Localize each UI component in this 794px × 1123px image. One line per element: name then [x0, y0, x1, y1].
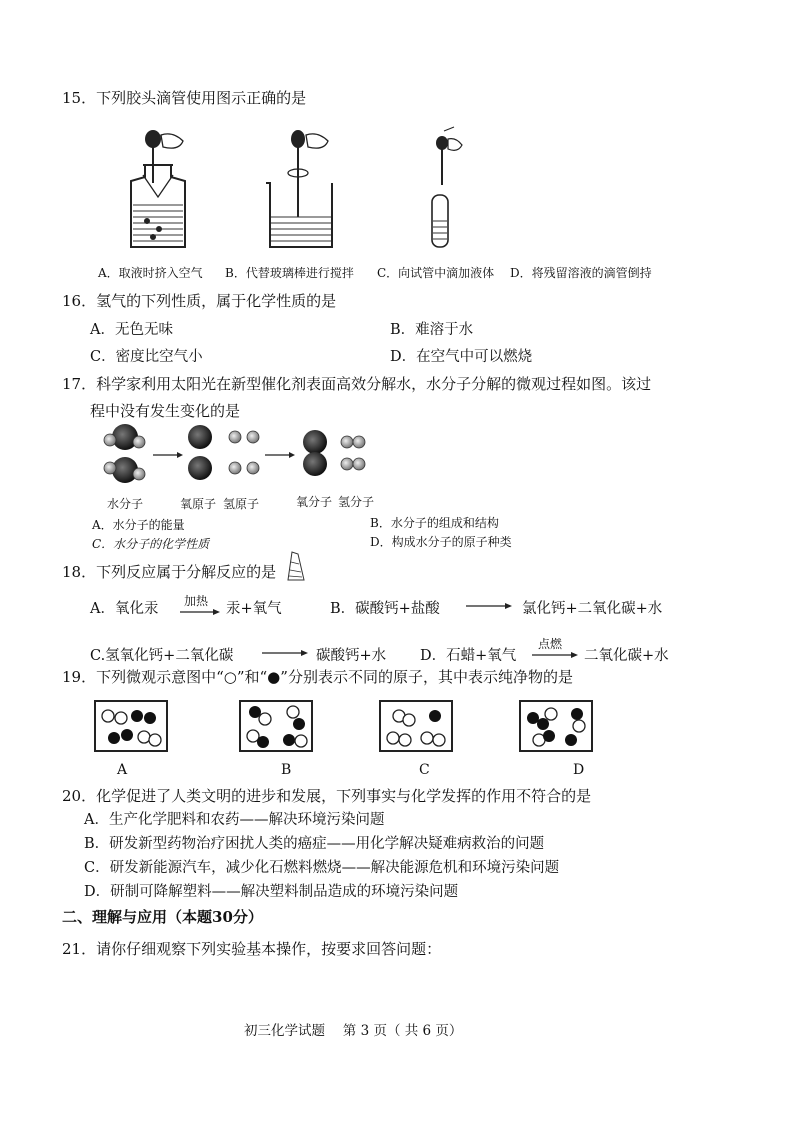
q18-option-a-products: 汞+氧气 — [226, 601, 282, 617]
q15-option-d: D．将残留溶液的滴管倒持 — [510, 266, 652, 280]
q18-option-c-arrow — [262, 649, 308, 657]
q15-option-a: A．取液时挤入空气 — [98, 266, 203, 280]
q16-option-b: B．难溶于水 — [390, 322, 474, 338]
q18-option-a-label: A．氧化汞 — [90, 601, 159, 617]
q19-diagram-a — [94, 700, 168, 752]
q15-figure-b — [262, 125, 342, 255]
q18-option-a-condition: 加热 — [184, 594, 209, 608]
q16-option-d: D．在空气中可以燃烧 — [390, 349, 533, 365]
q15-stem: 15．下列胶头滴管使用图示正确的是 — [62, 89, 307, 107]
q17-label-hydrogen-atom: 氢原子 — [223, 497, 260, 511]
q18-option-d-arrow — [532, 651, 578, 659]
q18-option-d-condition: 点燃 — [538, 637, 563, 651]
q20-option-a: A．生产化学肥料和农药——解决环境污染问题 — [84, 812, 385, 828]
q19-option-b: B — [281, 762, 292, 778]
q18-option-b-label: B．碳酸钙+盐酸 — [330, 601, 440, 617]
q17-molecule-diagram — [95, 422, 395, 497]
q15-figure-a — [125, 125, 195, 255]
q18-stem: 18．下列反应属于分解反应的是 — [62, 563, 277, 581]
q18-option-d-products: 二氧化碳+水 — [584, 648, 669, 664]
q20-option-b: B．研发新型药物治疗困扰人类的癌症——用化学解决疑难病救治的问题 — [84, 836, 545, 852]
q19-diagram-b — [239, 700, 313, 752]
page-footer: 初三化学试题 第 3 页（ 共 6 页） — [244, 1023, 463, 1039]
q17-label-oxygen-molecule: 氧分子 — [296, 495, 333, 509]
q16-stem: 16．氢气的下列性质，属于化学性质的是 — [62, 292, 337, 310]
q15-option-b: B．代替玻璃棒进行搅拌 — [225, 266, 354, 280]
q17-option-c: C．水分子的化学性质 — [92, 537, 210, 551]
q17-label-water: 水分子 — [107, 497, 144, 511]
q16-option-a: A．无色无味 — [90, 322, 173, 338]
q19-stem: 19．下列微观示意图中“○”和“●”分别表示不同的原子，其中表示纯净物的是 — [62, 668, 573, 686]
q19-option-a: A — [117, 762, 128, 778]
q17-option-b: B．水分子的组成和结构 — [370, 516, 499, 530]
q20-option-d: D．研制可降解塑料——解决塑料制品造成的环境污染问题 — [84, 884, 459, 900]
q19-option-d: D — [573, 762, 585, 778]
q16-option-c: C．密度比空气小 — [90, 349, 203, 365]
q17-option-a: A．水分子的能量 — [92, 518, 185, 532]
q19-diagram-d — [519, 700, 593, 752]
q17-label-hydrogen-molecule: 氢分子 — [338, 495, 375, 509]
q19-option-c: C — [419, 762, 430, 778]
q18-option-a-arrow — [180, 608, 220, 616]
q20-option-c: C．研发新能源汽车，减少化石燃料燃烧——解决能源危机和环境污染问题 — [84, 860, 560, 876]
q17-label-oxygen-atom: 氧原子 — [180, 497, 217, 511]
q21-stem: 21．请你仔细观察下列实验基本操作，按要求回答问题： — [62, 940, 442, 958]
q18-option-b-arrow — [466, 602, 512, 610]
q17-stem-line1: 17．科学家利用太阳光在新型催化剂表面高效分解水，水分子分解的微观过程如图。该过 — [62, 375, 652, 393]
q18-option-c-products: 碳酸钙+水 — [316, 648, 387, 664]
q18-option-c-label: C.氢氧化钙+二氧化碳 — [90, 648, 234, 664]
q17-stem-line2: 程中没有发生变化的是 — [90, 402, 241, 420]
q15-figure-c — [420, 125, 480, 255]
section-heading: 二、理解与应用（本题30分） — [62, 908, 263, 926]
q20-stem: 20．化学促进了人类文明的进步和发展，下列事实与化学发挥的作用不符合的是 — [62, 787, 592, 805]
q18-flask-scribble — [286, 550, 306, 582]
q18-option-d-label: D．石蜡+氧气 — [420, 648, 517, 664]
q18-option-b-products: 氯化钙+二氧化碳+水 — [522, 601, 663, 617]
q19-diagram-c — [379, 700, 453, 752]
q15-option-c: C．向试管中滴加液体 — [377, 266, 495, 280]
q17-option-d: D．构成水分子的原子种类 — [370, 535, 512, 549]
